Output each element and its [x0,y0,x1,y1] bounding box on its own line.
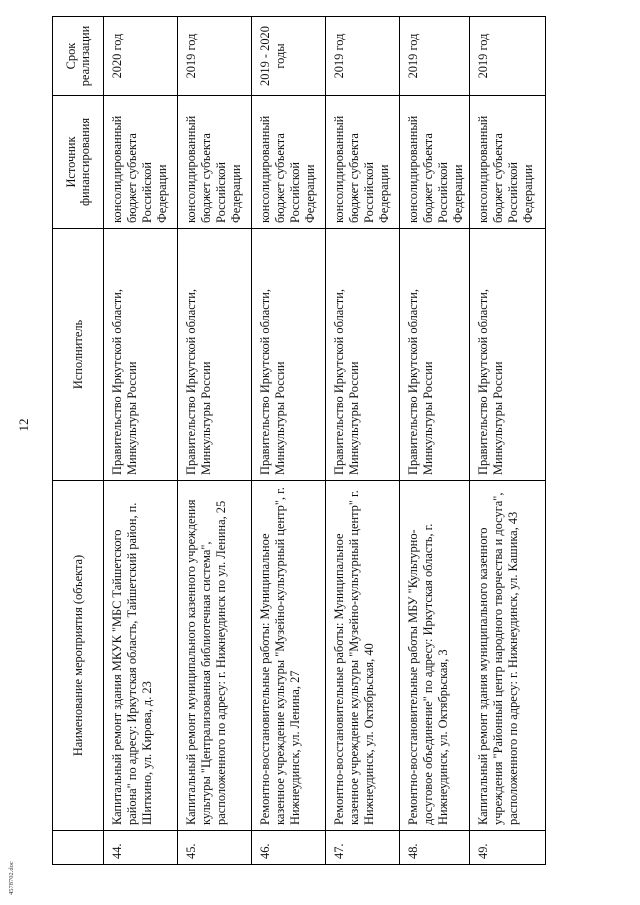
row-name: Ремонтно-восстановительные работы МБУ "Культурно-досуговое объединение" по адресу: Иркутская область, г. Нижнеудинск, ул. Октябрьская, 3 [400,481,470,831]
row-name: Капитальный ремонт муниципального казенного учреждения культуры "Централизованная библиотечная система", расположенного по адресу: г. Нижнеудинск по ул. Ленина, 25 [178,481,252,831]
row-term: 2019 год [178,17,252,96]
row-executor: Правительство Иркутской области, Минкультуры России [104,229,178,481]
table-row [470,17,546,865]
row-number: 49. [470,831,546,865]
row-executor: Правительство Иркутской области, Минкультуры России [400,229,470,481]
row-source: консолидированный бюджет субъекта Российской Федерации [400,96,470,229]
row-executor: Правительство Иркутской области, Минкультуры России [178,229,252,481]
row-executor: Правительство Иркутской области, Минкультуры России [470,229,546,481]
row-number: 45. [178,831,252,865]
table-row [400,17,470,865]
row-term: 2019 год [400,17,470,96]
row-source: консолидированный бюджет субъекта Российской Федерации [326,96,400,229]
row-source: консолидированный бюджет субъекта Российской Федерации [104,96,178,229]
row-source: консолидированный бюджет субъекта Российской Федерации [470,96,546,229]
table-row [104,17,178,865]
page-number: 12 [16,418,31,432]
row-name: Капитальный ремонт здания муниципального казенного учреждения "Районный центр народного творчества и досуга", расположенного по адресу: г. Нижнеудинск, ул. Кашика, 43 [470,481,546,831]
row-term: 2019 - 2020 годы [252,17,326,96]
row-executor: Правительство Иркутской области, Минкультуры России [252,229,326,481]
header-num [53,831,104,865]
table-row [252,17,326,865]
row-number: 48. [400,831,470,865]
row-name: Ремонтно-восстановительные работы: Муниципальное казенное учреждение культуры "Музейно-культурный центр" г. Нижнеудинск, ул. Октябрьская, 40 [326,481,400,831]
header-source: Источник финансирования [53,96,104,229]
table-row [178,17,252,865]
document-id: 4578702.doc [8,861,15,895]
row-number: 46. [252,831,326,865]
table-header-row [53,17,104,865]
row-source: консолидированный бюджет субъекта Российской Федерации [252,96,326,229]
measures-table [52,16,546,865]
row-name: Капитальный ремонт здания МКУК "МБС Тайшетского района" по адресу: Иркутская область, Тайшетский район, п. Шиткино, ул. Кирова, д. 23 [104,481,178,831]
row-term: 2019 год [470,17,546,96]
header-term: Срок реализации [53,17,104,96]
header-name: Наименование мероприятия (объекта) [53,481,104,831]
header-executor: Исполнитель [53,229,104,481]
row-term: 2019 год [326,17,400,96]
row-executor: Правительство Иркутской области, Минкультуры России [326,229,400,481]
row-name: Ремонтно-восстановительные работы: Муниципальное казенное учреждение культуры "Музейно-культурный центр", г. Нижнеудинск, ул. Ленина, 27 [252,481,326,831]
table-row [326,17,400,865]
row-term: 2020 год [104,17,178,96]
row-number: 44. [104,831,178,865]
row-source: консолидированный бюджет субъекта Российской Федерации [178,96,252,229]
row-number: 47. [326,831,400,865]
